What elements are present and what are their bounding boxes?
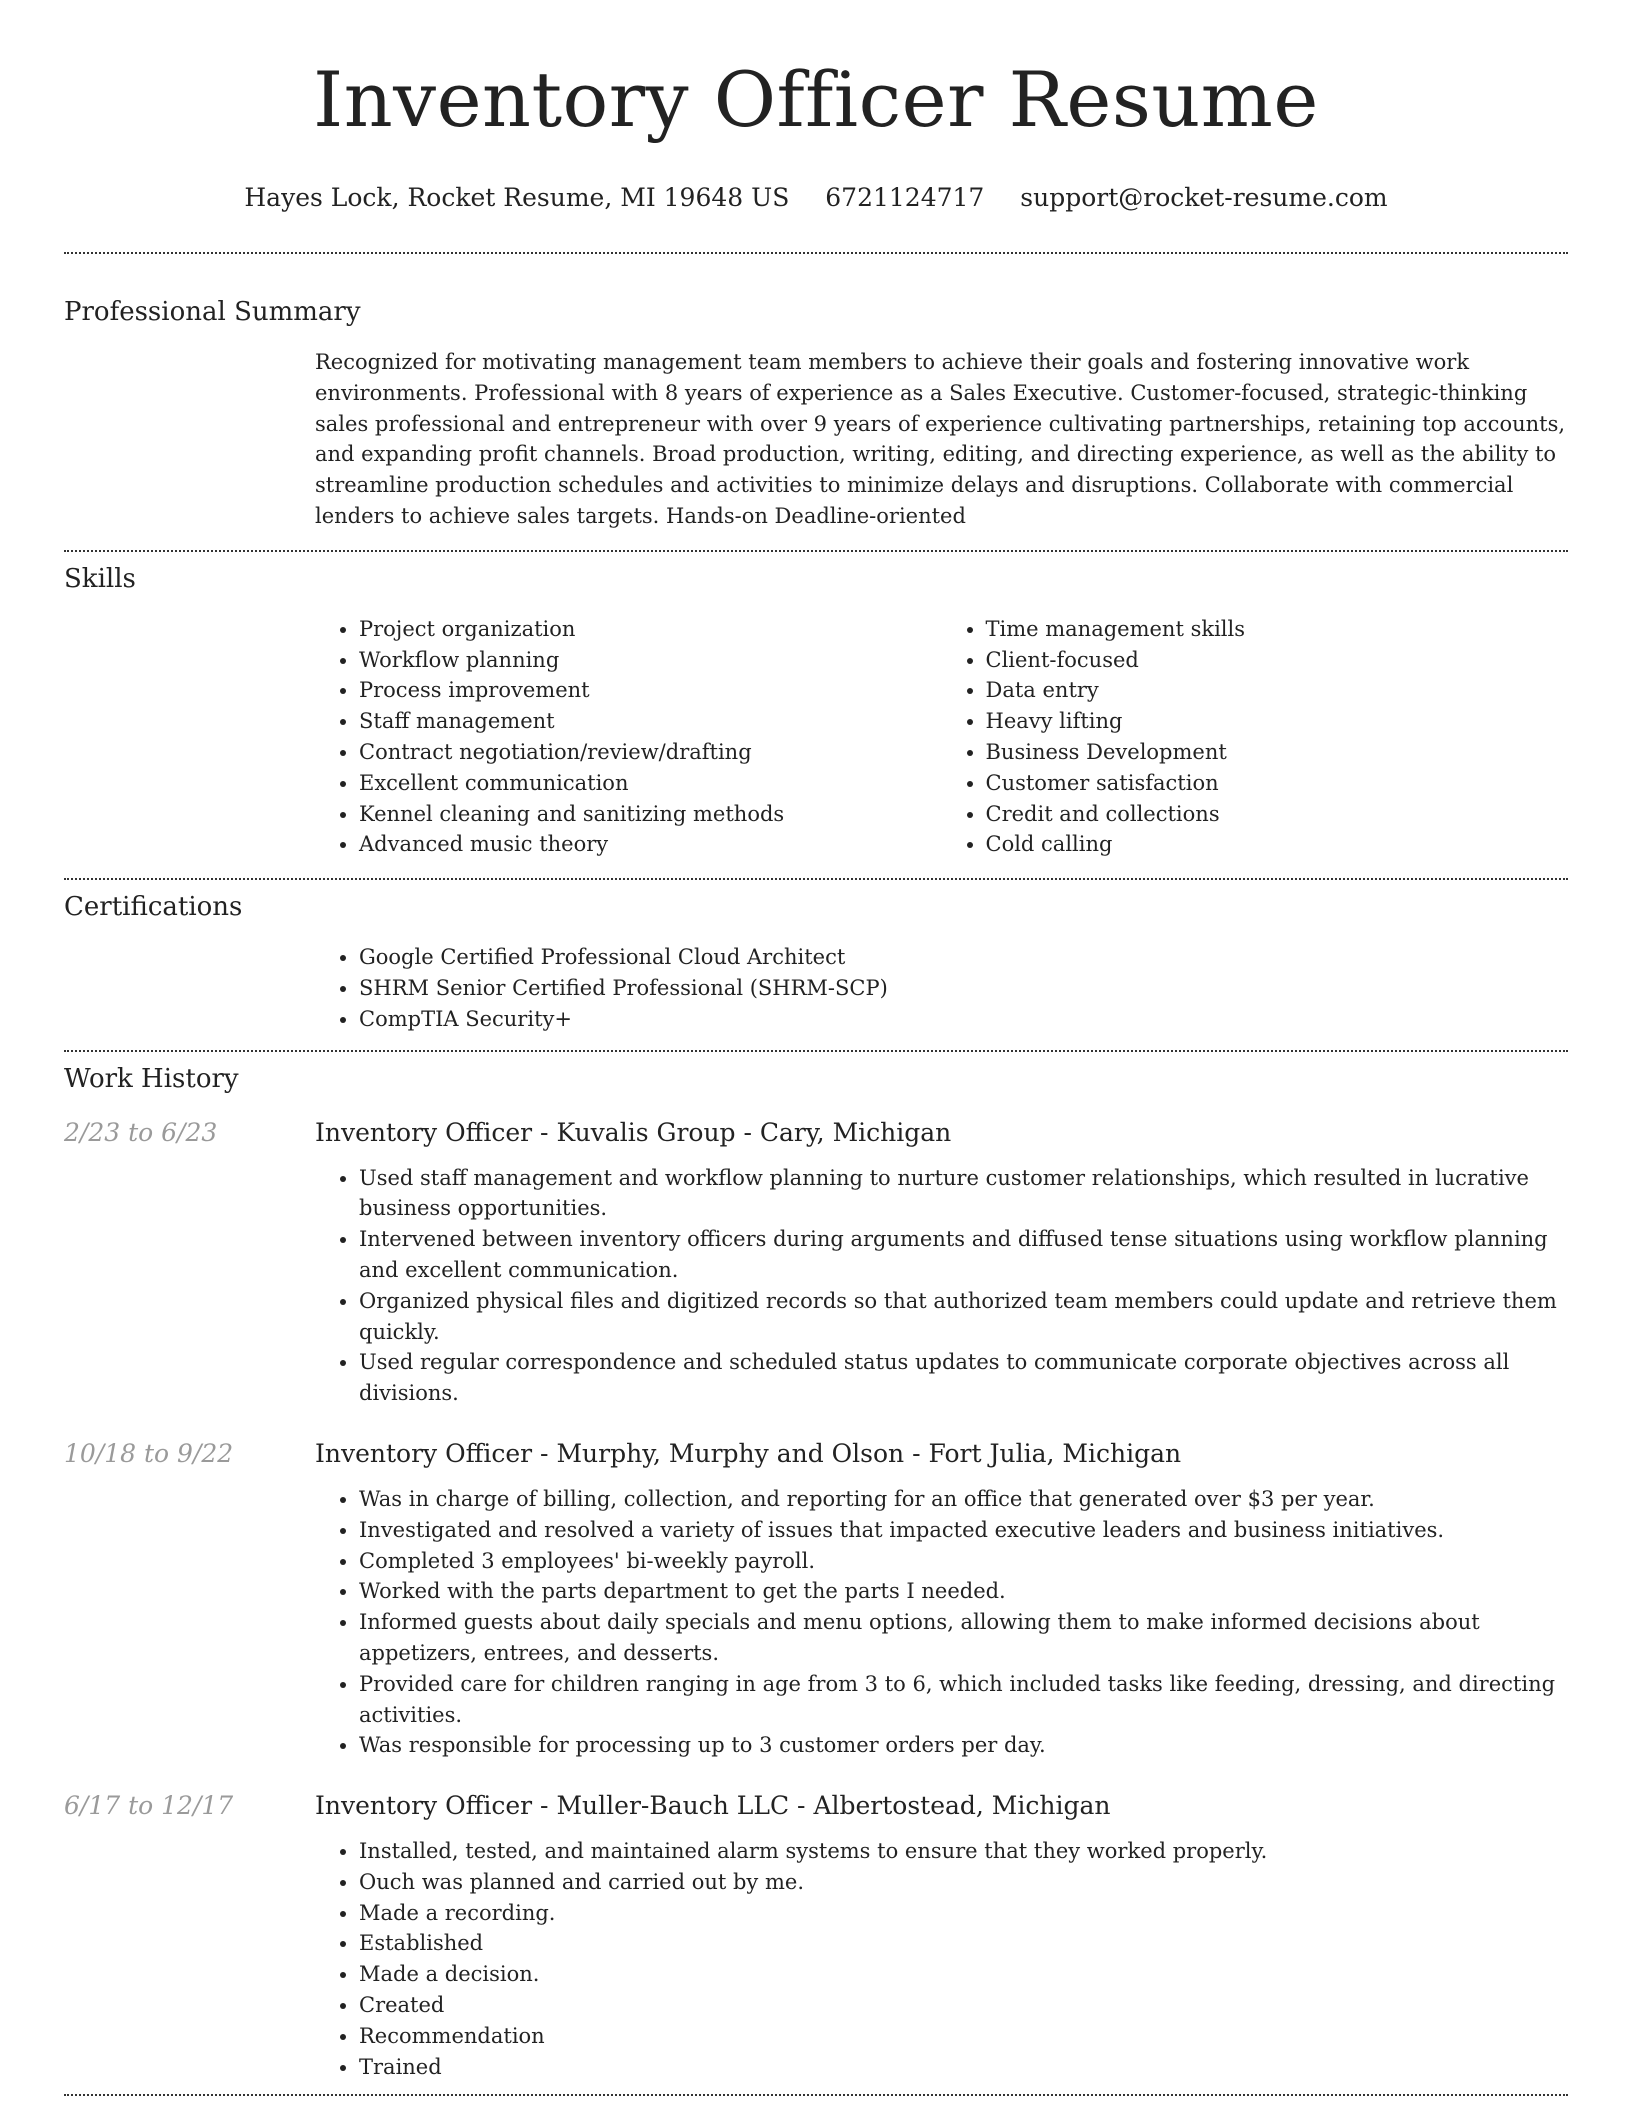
job-bullet: • Established <box>359 1928 1568 1959</box>
job-dates: 10/18 to 9/22 <box>64 1438 234 1468</box>
certifications-list <box>315 942 1568 1034</box>
job-entry <box>64 1789 1568 2082</box>
skill-item: • Excellent communication <box>359 768 942 799</box>
job-details <box>315 1116 1568 1409</box>
skill-item: • Process improvement <box>359 675 942 706</box>
divider <box>64 2094 1568 2096</box>
contact-email: support@rocket-resume.com <box>1020 183 1388 212</box>
skills-list-right <box>942 614 1569 860</box>
job-bullet: • Installed, tested, and maintained alarm systems to ensure that they worked properly. <box>359 1836 1568 1867</box>
divider <box>64 1050 1568 1052</box>
summary-text: Recognized for motivating management team members to achieve their goals and fostering innovative work environments. Professional with 8 years of experience as a Sales Executive. Customer-focused, strategic-thinking sales professional and entrepreneur with over 9 years of experience cultivating partnerships, retaining top accounts, and expanding profit channels. Broad production, writing, editing, and directing experience, as well as the ability to streamline production schedules and activities to minimize delays and disruptions. Collaborate with commercial lenders to achieve sales targets. Hands-on Deadline-oriented <box>315 350 1566 528</box>
job-entry <box>64 1116 1568 1409</box>
skill-item: • Advanced music theory <box>359 829 942 860</box>
certification-item: • SHRM Senior Certified Professional (SHRM-SCP) <box>359 973 1568 1004</box>
skills-grid <box>315 614 1568 860</box>
contact-line <box>64 182 1568 214</box>
skill-item: • Credit and collections <box>986 799 1569 830</box>
resume-title: Inventory Officer Resume <box>313 55 1319 144</box>
job-bullet: • Investigated and resolved a variety of issues that impacted executive leaders and business initiatives. <box>359 1515 1568 1546</box>
job-bullet: • Created <box>359 1990 1568 2021</box>
section-heading-skills: Skills <box>64 563 136 594</box>
skill-item: • Project organization <box>359 614 942 645</box>
certifications-block <box>315 942 1568 1034</box>
contact-phone: 6721124717 <box>825 183 985 212</box>
skill-item: • Workflow planning <box>359 645 942 676</box>
job-bullets <box>315 1836 1568 2082</box>
job-title: Inventory Officer - Kuvalis Group - Cary, Michigan <box>315 1117 952 1147</box>
job-bullet: • Was responsible for processing up to 3 customer orders per day. <box>359 1730 1568 1761</box>
skill-item: • Kennel cleaning and sanitizing methods <box>359 799 942 830</box>
job-details <box>315 1437 1568 1761</box>
job-bullets <box>315 1484 1568 1761</box>
certification-item: • CompTIA Security+ <box>359 1004 1568 1035</box>
skill-item: • Time management skills <box>986 614 1569 645</box>
skill-item: • Customer satisfaction <box>986 768 1569 799</box>
job-bullet: • Used staff management and workflow planning to nurture customer relationships, which resulted in lucrative business opportunities. <box>359 1163 1568 1225</box>
job-bullet: • Made a recording. <box>359 1898 1568 1929</box>
section-heading-work-history: Work History <box>64 1063 239 1094</box>
section-heading-certifications: Certifications <box>64 892 243 923</box>
job-title: Inventory Officer - Muller-Bauch LLC - Albertostead, Michigan <box>315 1791 1111 1821</box>
job-dates: 2/23 to 6/23 <box>64 1117 218 1147</box>
contact-address: Hayes Lock, Rocket Resume, MI 19648 US <box>244 183 790 212</box>
divider <box>64 252 1568 254</box>
certification-item: • Google Certified Professional Cloud Architect <box>359 942 1568 973</box>
skill-item: • Cold calling <box>986 829 1569 860</box>
job-bullet: • Informed guests about daily specials and menu options, allowing them to make informed decisions about appetizers, entrees, and desserts. <box>359 1607 1568 1669</box>
skill-item: • Heavy lifting <box>986 706 1569 737</box>
skills-list-left <box>315 614 942 860</box>
job-details <box>315 1789 1568 2082</box>
job-dates: 6/17 to 12/17 <box>64 1791 234 1821</box>
skill-item: • Contract negotiation/review/drafting <box>359 737 942 768</box>
job-bullet: • Worked with the parts department to get the parts I needed. <box>359 1576 1568 1607</box>
work-history-list <box>64 1116 1568 2083</box>
job-bullets <box>315 1163 1568 1409</box>
job-title: Inventory Officer - Murphy, Murphy and Olson - Fort Julia, Michigan <box>315 1438 1182 1468</box>
job-bullet: • Completed 3 employees' bi-weekly payroll. <box>359 1546 1568 1577</box>
skill-item: • Client-focused <box>986 645 1569 676</box>
skill-item: • Staff management <box>359 706 942 737</box>
section-heading-summary: Professional Summary <box>64 297 361 327</box>
job-bullet: • Recommendation <box>359 2021 1568 2052</box>
skill-item: • Data entry <box>986 675 1569 706</box>
job-bullet: • Was in charge of billing, collection, and reporting for an office that generated over $3 per year. <box>359 1484 1568 1515</box>
job-bullet: • Intervened between inventory officers during arguments and diffused tense situations using workflow planning and excellent communication. <box>359 1224 1568 1286</box>
job-bullet: • Organized physical files and digitized records so that authorized team members could update and retrieve them quickly. <box>359 1286 1568 1348</box>
job-entry <box>64 1437 1568 1761</box>
job-bullet: • Used regular correspondence and scheduled status updates to communicate corporate objectives across all divisions. <box>359 1347 1568 1409</box>
job-bullet: • Trained <box>359 2052 1568 2083</box>
job-bullet: • Provided care for children ranging in age from 3 to 6, which included tasks like feeding, dressing, and directing activities. <box>359 1669 1568 1731</box>
job-bullet: • Ouch was planned and carried out by me. <box>359 1867 1568 1898</box>
skill-item: • Business Development <box>986 737 1569 768</box>
divider <box>64 550 1568 552</box>
divider <box>64 878 1568 880</box>
job-bullet: • Made a decision. <box>359 1959 1568 1990</box>
